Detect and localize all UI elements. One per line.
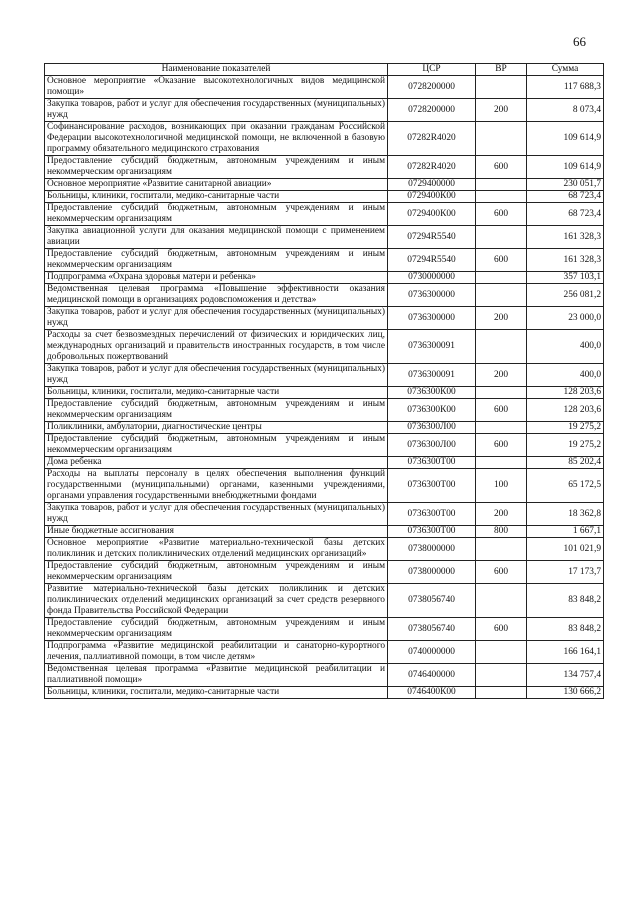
table-row	[45, 538, 604, 561]
amount-cell: 8 073,4	[527, 99, 604, 122]
vr-code-cell: 200	[476, 99, 527, 122]
indicator-name-cell: Развитие материально-технической базы детских поликлиник и детских поликлинических отделений медицинских организаций за счет средств резервного фонда Правительства Российской Федерации	[45, 584, 388, 618]
csr-code-cell: 0728200000	[388, 76, 476, 99]
table-row	[45, 330, 604, 364]
table-row	[45, 307, 604, 330]
amount-cell: 230 051,7	[527, 179, 604, 191]
indicator-name-cell: Софинансирование расходов, возникающих при оказании гражданам Российской Федерации высокотехнологичной медицинской помощи, не включенной в базовую программу обязательного медицинского страхования	[45, 122, 388, 156]
amount-cell: 83 848,2	[527, 584, 604, 618]
vr-code-cell	[476, 664, 527, 687]
table-row	[45, 469, 604, 503]
indicator-name-cell: Предоставление субсидий бюджетным, автономным учреждениям и иным некоммерческим организациям	[45, 399, 388, 422]
vr-code-cell: 200	[476, 307, 527, 330]
csr-code-cell: 0736300000	[388, 284, 476, 307]
indicator-name-cell: Закупка товаров, работ и услуг для обеспечения государственных (муниципальных) нужд	[45, 307, 388, 330]
header-vr: ВР	[476, 64, 527, 76]
table-row	[45, 641, 604, 664]
csr-code-cell: 0736300091	[388, 330, 476, 364]
indicator-name-cell: Дома ребенка	[45, 457, 388, 469]
vr-code-cell	[476, 284, 527, 307]
indicator-name-cell: Предоставление субсидий бюджетным, автономным учреждениям и иным некоммерческим организациям	[45, 156, 388, 179]
amount-cell: 134 757,4	[527, 664, 604, 687]
indicator-name-cell: Больницы, клиники, госпитали, медико-санитарные части	[45, 387, 388, 399]
csr-code-cell: 0728200000	[388, 99, 476, 122]
table-row	[45, 526, 604, 538]
vr-code-cell: 200	[476, 503, 527, 526]
table-row	[45, 434, 604, 457]
indicator-name-cell: Предоставление субсидий бюджетным, автономным учреждениям и иным некоммерческим организациям	[45, 249, 388, 272]
vr-code-cell: 100	[476, 469, 527, 503]
csr-code-cell: 0736300Т00	[388, 503, 476, 526]
amount-cell: 19 275,2	[527, 434, 604, 457]
vr-code-cell	[476, 584, 527, 618]
csr-code-cell: 0746400К00	[388, 687, 476, 699]
header-name: Наименование показателей	[45, 64, 388, 76]
indicator-name-cell: Предоставление субсидий бюджетным, автономным учреждениям и иным некоммерческим организациям	[45, 434, 388, 457]
csr-code-cell: 0746400000	[388, 664, 476, 687]
indicator-name-cell: Предоставление субсидий бюджетным, автономным учреждениям и иным некоммерческим организациям	[45, 203, 388, 226]
amount-cell: 400,0	[527, 330, 604, 364]
table-row	[45, 249, 604, 272]
csr-code-cell: 0736300Т00	[388, 457, 476, 469]
table-row	[45, 272, 604, 284]
csr-code-cell: 07294R5540	[388, 226, 476, 249]
csr-code-cell: 0740000000	[388, 641, 476, 664]
amount-cell: 161 328,3	[527, 226, 604, 249]
amount-cell: 130 666,2	[527, 687, 604, 699]
amount-cell: 256 081,2	[527, 284, 604, 307]
page-number: 66	[573, 34, 586, 49]
table-row	[45, 584, 604, 618]
indicator-name-cell: Закупка авиационной услуги для оказания медицинской помощи с применением авиации	[45, 226, 388, 249]
amount-cell: 128 203,6	[527, 387, 604, 399]
header-sum: Сумма	[527, 64, 604, 76]
header-code: ЦСР	[388, 64, 476, 76]
amount-cell: 65 172,5	[527, 469, 604, 503]
vr-code-cell: 600	[476, 203, 527, 226]
table-row	[45, 156, 604, 179]
vr-code-cell: 600	[476, 561, 527, 584]
csr-code-cell: 0736300Л00	[388, 434, 476, 457]
csr-code-cell: 0738000000	[388, 538, 476, 561]
table-row	[45, 422, 604, 434]
vr-code-cell	[476, 330, 527, 364]
csr-code-cell: 0729400000	[388, 179, 476, 191]
table-row	[45, 191, 604, 203]
csr-code-cell: 0736300Т00	[388, 526, 476, 538]
vr-code-cell	[476, 387, 527, 399]
table-row	[45, 364, 604, 387]
csr-code-cell: 0729400К00	[388, 191, 476, 203]
vr-code-cell	[476, 687, 527, 699]
indicator-name-cell: Предоставление субсидий бюджетным, автономным учреждениям и иным некоммерческим организациям	[45, 618, 388, 641]
amount-cell: 68 723,4	[527, 191, 604, 203]
amount-cell: 128 203,6	[527, 399, 604, 422]
indicator-name-cell: Больницы, клиники, госпитали, медико-санитарные части	[45, 191, 388, 203]
amount-cell: 400,0	[527, 364, 604, 387]
table-row	[45, 561, 604, 584]
vr-code-cell	[476, 457, 527, 469]
indicator-name-cell: Закупка товаров, работ и услуг для обеспечения государственных (муниципальных) нужд	[45, 503, 388, 526]
indicator-name-cell: Закупка товаров, работ и услуг для обеспечения государственных (муниципальных) нужд	[45, 99, 388, 122]
indicator-name-cell: Расходы за счет безвозмездных перечислений от физических и юридических лиц, международных организаций и правительств иностранных государств, в том числе добровольных пожертвований	[45, 330, 388, 364]
csr-code-cell: 07282R4020	[388, 122, 476, 156]
amount-cell: 1 667,1	[527, 526, 604, 538]
indicator-name-cell: Поликлиники, амбулатории, диагностические центры	[45, 422, 388, 434]
vr-code-cell	[476, 538, 527, 561]
table-row	[45, 503, 604, 526]
vr-code-cell: 800	[476, 526, 527, 538]
csr-code-cell: 0738056740	[388, 618, 476, 641]
indicator-name-cell: Иные бюджетные ассигнования	[45, 526, 388, 538]
vr-code-cell: 600	[476, 249, 527, 272]
indicator-name-cell: Основное мероприятие «Развитие материально-технической базы детских поликлиник и детских поликлинических отделений медицинских организаций»	[45, 538, 388, 561]
amount-cell: 109 614,9	[527, 156, 604, 179]
vr-code-cell: 200	[476, 364, 527, 387]
amount-cell: 68 723,4	[527, 203, 604, 226]
amount-cell: 85 202,4	[527, 457, 604, 469]
amount-cell: 23 000,0	[527, 307, 604, 330]
vr-code-cell	[476, 122, 527, 156]
amount-cell: 83 848,2	[527, 618, 604, 641]
vr-code-cell: 600	[476, 434, 527, 457]
amount-cell: 109 614,9	[527, 122, 604, 156]
csr-code-cell: 0736300Т00	[388, 469, 476, 503]
vr-code-cell: 600	[476, 156, 527, 179]
vr-code-cell	[476, 76, 527, 99]
csr-code-cell: 0736300Л00	[388, 422, 476, 434]
vr-code-cell	[476, 226, 527, 249]
table-row	[45, 203, 604, 226]
amount-cell: 357 103,1	[527, 272, 604, 284]
csr-code-cell: 0736300К00	[388, 387, 476, 399]
table-row	[45, 179, 604, 191]
csr-code-cell: 0738056740	[388, 584, 476, 618]
csr-code-cell: 07282R4020	[388, 156, 476, 179]
table-row	[45, 687, 604, 699]
csr-code-cell: 0736300000	[388, 307, 476, 330]
table-row	[45, 457, 604, 469]
csr-code-cell: 07294R5540	[388, 249, 476, 272]
indicator-name-cell: Предоставление субсидий бюджетным, автономным учреждениям и иным некоммерческим организациям	[45, 561, 388, 584]
amount-cell: 161 328,3	[527, 249, 604, 272]
vr-code-cell	[476, 179, 527, 191]
vr-code-cell	[476, 422, 527, 434]
vr-code-cell	[476, 272, 527, 284]
vr-code-cell	[476, 191, 527, 203]
indicator-name-cell: Закупка товаров, работ и услуг для обеспечения государственных (муниципальных) нужд	[45, 364, 388, 387]
indicator-name-cell: Расходы на выплаты персоналу в целях обеспечения выполнения функций государственными (муниципальными) органами, казенными учреждениями, органами управления государственными внебюджетными фондами	[45, 469, 388, 503]
indicator-name-cell: Подпрограмма «Развитие медицинской реабилитации и санаторно-курортного лечения, паллиативной помощи, в том числе детям»	[45, 641, 388, 664]
csr-code-cell: 0729400К00	[388, 203, 476, 226]
indicator-name-cell: Ведомственная целевая программа «Повышение эффективности оказания медицинской помощи в организациях родовспоможения и детства»	[45, 284, 388, 307]
table-row	[45, 618, 604, 641]
indicator-name-cell: Подпрограмма «Охрана здоровья матери и ребенка»	[45, 272, 388, 284]
amount-cell: 166 164,1	[527, 641, 604, 664]
amount-cell: 18 362,8	[527, 503, 604, 526]
table-body	[45, 76, 604, 699]
indicator-name-cell: Больницы, клиники, госпитали, медико-санитарные части	[45, 687, 388, 699]
csr-code-cell: 0730000000	[388, 272, 476, 284]
indicator-name-cell: Основное мероприятие «Оказание высокотехнологичных видов медицинской помощи»	[45, 76, 388, 99]
table-row	[45, 399, 604, 422]
table-row	[45, 387, 604, 399]
amount-cell: 19 275,2	[527, 422, 604, 434]
vr-code-cell	[476, 641, 527, 664]
indicator-name-cell: Ведомственная целевая программа «Развитие медицинской реабилитации и паллиативной помощи»	[45, 664, 388, 687]
csr-code-cell: 0736300091	[388, 364, 476, 387]
amount-cell: 17 173,7	[527, 561, 604, 584]
budget-table	[44, 63, 604, 699]
indicator-name-cell: Основное мероприятие «Развитие санитарной авиации»	[45, 179, 388, 191]
table-row	[45, 99, 604, 122]
table-row	[45, 76, 604, 99]
table-row	[45, 122, 604, 156]
table-row	[45, 664, 604, 687]
amount-cell: 101 021,9	[527, 538, 604, 561]
vr-code-cell: 600	[476, 618, 527, 641]
table-row	[45, 226, 604, 249]
vr-code-cell: 600	[476, 399, 527, 422]
table-row	[45, 284, 604, 307]
csr-code-cell: 0738000000	[388, 561, 476, 584]
table-header-row	[45, 64, 604, 76]
csr-code-cell: 0736300К00	[388, 399, 476, 422]
amount-cell: 117 688,3	[527, 76, 604, 99]
